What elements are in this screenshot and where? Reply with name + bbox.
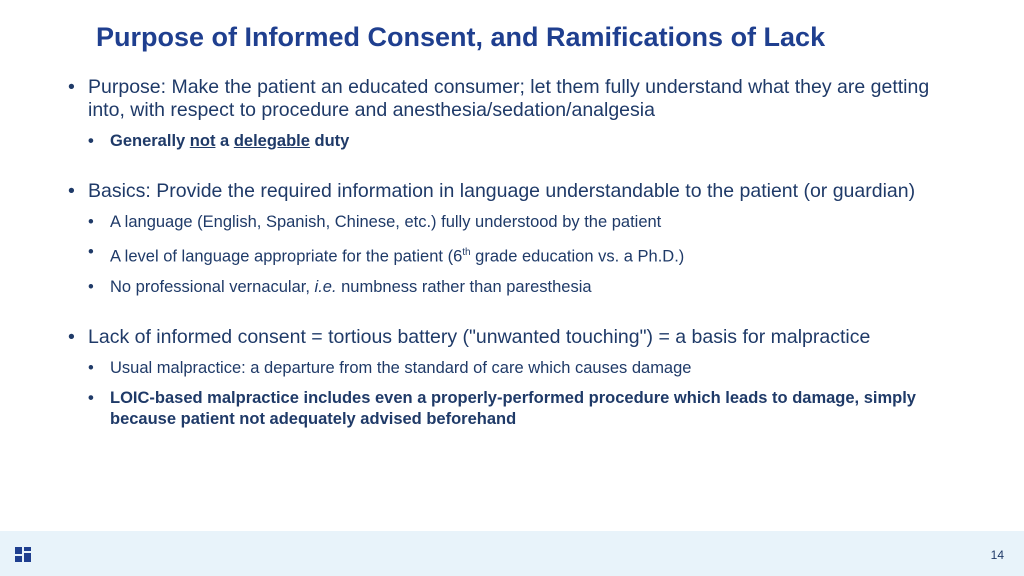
sub-text: grade education vs. a Ph.D.): [470, 247, 685, 266]
subbullet-language: • A language (English, Spanish, Chinese, etc.) fully understood by the patient: [88, 212, 958, 233]
page-number: 14: [990, 548, 1004, 562]
sub-text: duty: [309, 132, 350, 150]
brand-logo-icon: [15, 547, 31, 562]
sub-text: numbness rather than paresthesia: [336, 277, 592, 296]
slide-title: Purpose of Informed Consent, and Ramifications of Lack: [96, 22, 826, 52]
subbullet-usual-malpractice: • Usual malpractice: a departure from the standard of care which causes damage: [88, 358, 958, 379]
subbullet-loic-malpractice: • LOIC-based malpractice includes even a properly-performed procedure which leads to damage, simply because patient not adequately advised beforehand: [88, 388, 958, 430]
sub-text-underlined: delegable: [233, 132, 310, 150]
bullet-lack-of-consent: • Lack of informed consent = tortious battery ("unwanted touching") = a basis for malpractice: [68, 326, 958, 349]
sub-text: No professional vernacular,: [110, 277, 315, 296]
subbullet-delegable-duty: [88, 131, 958, 152]
sub-text-underlined: not: [189, 132, 216, 150]
slide-content: [68, 76, 958, 430]
superscript: th: [462, 247, 471, 258]
sub-text-italic: i.e.: [314, 277, 337, 296]
subbullet-vernacular: [88, 277, 958, 298]
slide-footer: [0, 531, 1024, 576]
sub-text: Generally: [110, 132, 190, 150]
sub-text: a: [215, 132, 234, 150]
sub-text: A level of language appropriate for the patient (6: [110, 247, 463, 266]
subbullet-language-level: [88, 242, 958, 268]
bullet-purpose: • Purpose: Make the patient an educated consumer; let them fully understand what they are getting into, with respect to procedure and anesthesia/sedation/analgesia: [68, 76, 958, 122]
bullet-basics: • Basics: Provide the required information in language understandable to the patient (or guardian): [68, 180, 958, 203]
